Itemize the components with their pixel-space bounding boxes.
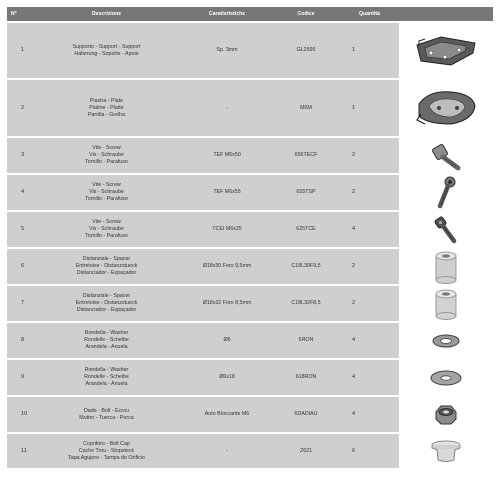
description-line: Parrilla - Grelha — [87, 111, 126, 118]
item-description — [31, 212, 182, 247]
description-line: Vis - Schraube — [89, 152, 124, 158]
item-quantity: 6 — [340, 434, 399, 468]
item-image — [399, 323, 493, 358]
header-characteristics: Caratteristiche — [182, 7, 272, 21]
description-line: Distanciador - Espaçador — [76, 270, 137, 276]
description-line: Vite - Screw — [92, 182, 121, 188]
item-quantity: 1 — [340, 80, 399, 136]
item-quantity: 1 — [340, 23, 399, 78]
header-quantity: Quantità — [340, 7, 399, 21]
item-description — [31, 138, 182, 173]
description-line: Tapa Agujero - Tampa de Orificio — [68, 454, 145, 461]
item-description — [31, 397, 182, 432]
table-row — [7, 286, 493, 321]
item-characteristics: - — [182, 434, 272, 468]
item-image — [399, 249, 493, 284]
item-quantity: 2 — [340, 175, 399, 210]
item-code: 655TSP — [272, 175, 340, 210]
item-code: Z621 — [272, 434, 340, 468]
item-characteristics: Ø6 — [182, 323, 272, 358]
description-line: Cache Trou - Stopsteck — [78, 447, 135, 454]
item-code: C18L30F9,5 — [272, 249, 340, 284]
header-image — [399, 7, 493, 21]
item-code: 6RON — [272, 323, 340, 358]
item-number: 4 — [7, 175, 31, 210]
item-characteristics: Auto Bloccante M6 — [182, 397, 272, 432]
large-washer-icon — [399, 367, 493, 389]
item-image — [399, 212, 493, 247]
flange-screw-icon — [399, 176, 493, 210]
item-number: 9 — [7, 360, 31, 395]
allen-screw-icon — [399, 215, 493, 245]
item-quantity: 4 — [340, 212, 399, 247]
description-line: Supporto - Support - Support — [72, 43, 141, 50]
description-line: Distanciador - Espaçador — [76, 307, 137, 313]
lock-nut-icon — [399, 402, 493, 428]
washer-icon — [399, 331, 493, 351]
item-description — [31, 286, 182, 321]
description-line: Distanziale - Spacer — [82, 293, 131, 299]
item-quantity: 4 — [340, 323, 399, 358]
item-characteristics: Ø18x32 Foro 8,5mm — [182, 286, 272, 321]
description-line: Vis - Schraube — [89, 226, 124, 232]
spacer-icon — [399, 287, 493, 321]
item-description — [31, 323, 182, 358]
item-characteristics: TCEI M6x25 — [182, 212, 272, 247]
item-number: 10 — [7, 397, 31, 432]
item-characteristics: TEF M6x50 — [182, 138, 272, 173]
item-code: GL2595 — [272, 23, 340, 78]
header-number: N° — [7, 7, 31, 21]
item-image — [399, 80, 493, 136]
item-characteristics: Ø6x18 — [182, 360, 272, 395]
table-row — [7, 23, 493, 78]
item-code: 618RON — [272, 360, 340, 395]
description-line: Vite - Screw — [92, 219, 121, 225]
item-characteristics: Ø18x30 Foro 9,5mm — [182, 249, 272, 284]
item-description — [31, 360, 182, 395]
description-line: Mutter - Tuerca - Porca — [79, 414, 134, 421]
item-number: 2 — [7, 80, 31, 136]
description-line: Dado - Bolt - Ecrou — [83, 407, 130, 414]
table-header-row — [7, 7, 493, 21]
description-line: Entretoise - Distanzstueck — [75, 300, 138, 306]
item-image — [399, 397, 493, 432]
item-image — [399, 23, 493, 78]
item-description — [31, 249, 182, 284]
item-number: 7 — [7, 286, 31, 321]
item-code: C18L32F8,5 — [272, 286, 340, 321]
item-characteristics: TEF M6x55 — [182, 175, 272, 210]
description-line: Platine - Platte — [89, 104, 124, 111]
description-line: Tornillo - Parafuso — [85, 196, 128, 202]
item-quantity: 2 — [340, 138, 399, 173]
table-row — [7, 397, 493, 432]
description-line: Rondelle - Scheibe — [84, 337, 129, 343]
item-characteristics: - — [182, 80, 272, 136]
description-line: Entretoise - Distanzstueck — [75, 263, 138, 269]
item-code: 625TCE — [272, 212, 340, 247]
item-image — [399, 138, 493, 173]
table-row — [7, 212, 493, 247]
description-line: Piastra - Plate — [89, 97, 124, 104]
description-line: Arandela - Anuela — [85, 344, 128, 350]
header-description: Descrizione — [31, 7, 182, 21]
item-code: 656TECF — [272, 138, 340, 173]
parts-table — [7, 5, 493, 470]
table-row — [7, 360, 493, 395]
item-quantity: 2 — [340, 249, 399, 284]
description-line: Vite - Screw — [92, 145, 121, 151]
description-line: Rondella - Washer — [84, 330, 129, 336]
item-number: 11 — [7, 434, 31, 468]
item-number: 5 — [7, 212, 31, 247]
item-quantity: 2 — [340, 286, 399, 321]
item-number: 3 — [7, 138, 31, 173]
description-line: Distanziale - Spacer — [82, 256, 131, 262]
table-row — [7, 249, 493, 284]
item-quantity: 4 — [340, 360, 399, 395]
item-code: 6DADIAU — [272, 397, 340, 432]
item-quantity: 4 — [340, 397, 399, 432]
item-characteristics: Sp. 3mm — [182, 23, 272, 78]
description-line: Tornillo - Parafuso — [85, 233, 128, 239]
item-code: M6M — [272, 80, 340, 136]
table-row — [7, 434, 493, 468]
description-line: Arandela - Anuela — [85, 381, 128, 387]
item-description — [31, 434, 182, 468]
monokey-plate-icon — [399, 86, 493, 130]
description-line: Rondelle - Scheibe — [84, 374, 129, 380]
hex-screw-icon — [399, 141, 493, 171]
table-row — [7, 138, 493, 173]
description-line: Vis - Schraube — [89, 189, 124, 195]
support-plate-icon — [399, 31, 493, 71]
table-row — [7, 323, 493, 358]
table-row — [7, 80, 493, 136]
bolt-cap-icon — [399, 438, 493, 464]
item-image — [399, 286, 493, 321]
item-description — [31, 23, 182, 78]
table-row — [7, 175, 493, 210]
item-description — [31, 80, 182, 136]
item-number: 8 — [7, 323, 31, 358]
item-number: 6 — [7, 249, 31, 284]
item-image — [399, 434, 493, 468]
description-line: Rondella - Washer — [84, 367, 129, 373]
description-line: Copriforo - Bolt Cap — [83, 440, 130, 447]
item-number: 1 — [7, 23, 31, 78]
description-line: Tornillo - Parafuso — [85, 159, 128, 165]
header-code: Codice — [272, 7, 340, 21]
item-image — [399, 360, 493, 395]
tall-spacer-icon — [399, 250, 493, 284]
item-description — [31, 175, 182, 210]
item-image — [399, 175, 493, 210]
description-line: Halterung - Soporte - Apoio — [74, 50, 139, 57]
